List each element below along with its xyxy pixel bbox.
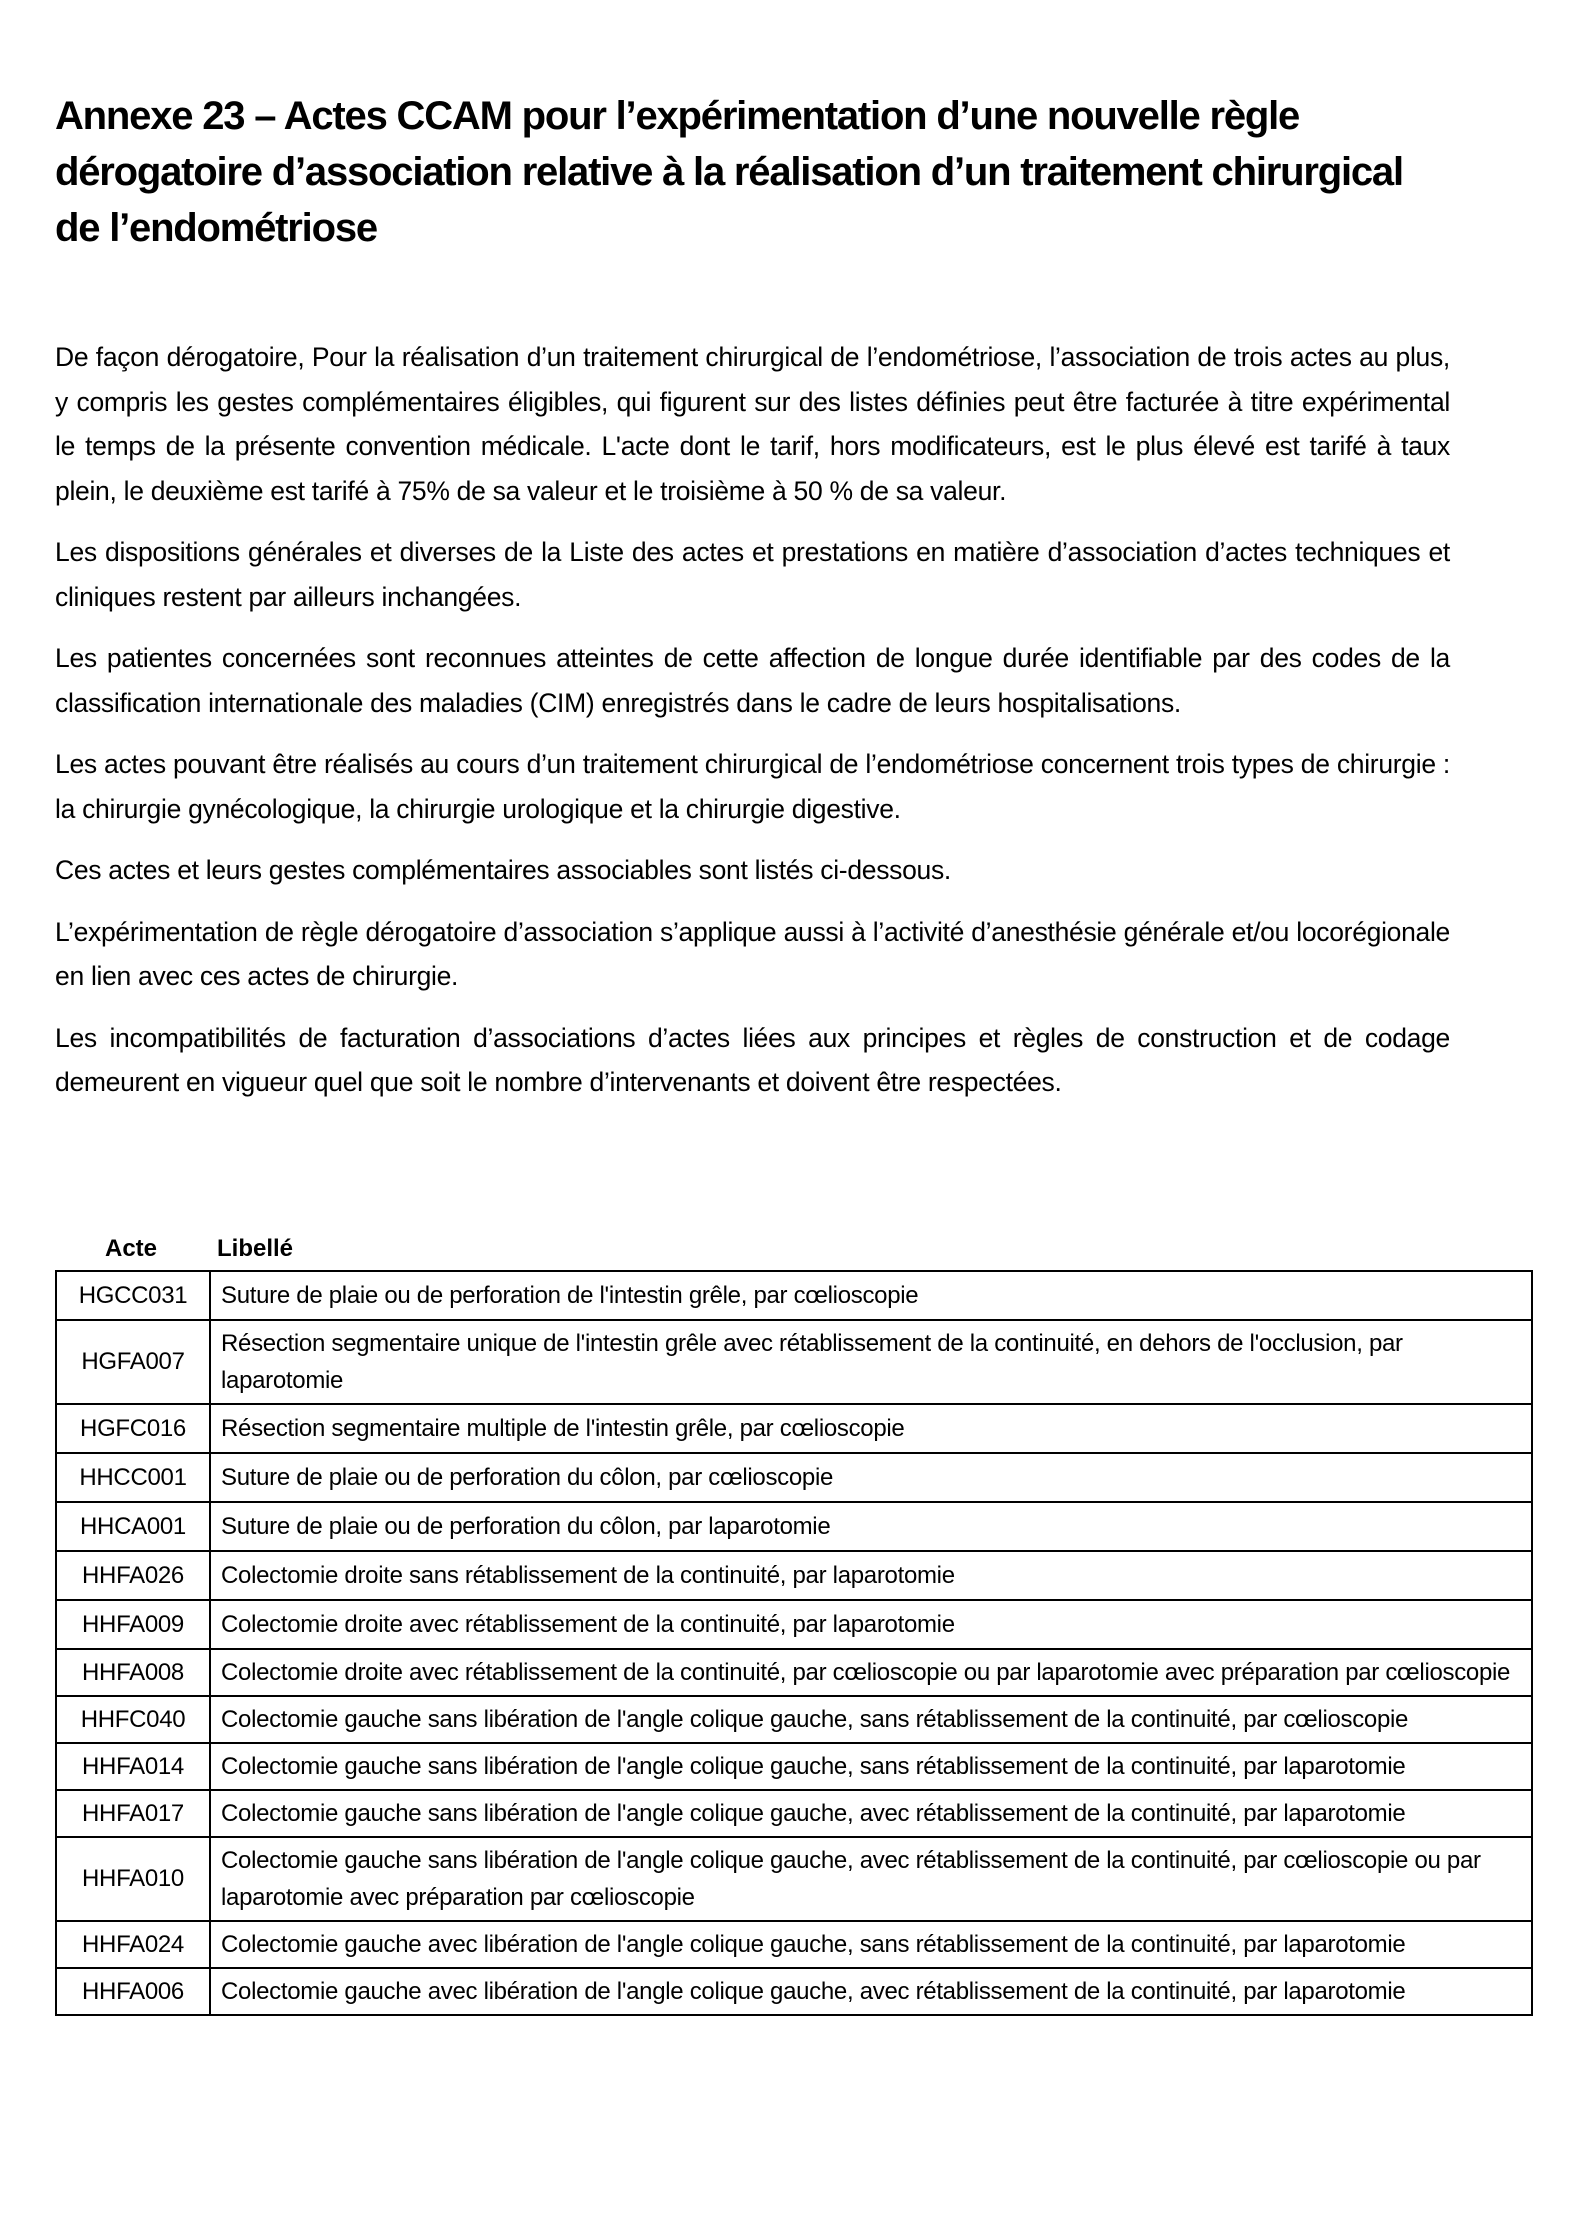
acte-code: HGCC031 xyxy=(56,1271,210,1320)
table-row xyxy=(56,1551,1532,1600)
paragraph: Les incompatibilités de facturation d’associations d’actes liées aux principes et règles de construction et de codage demeurent en vigueur quel que soit le nombre d’intervenants et doivent être respectées. xyxy=(55,1022,1450,1097)
acte-libelle: Colectomie gauche avec libération de l'angle colique gauche, sans rétablissement de la continuité, par laparotomie xyxy=(210,1921,1532,1968)
acte-libelle: Suture de plaie ou de perforation du côlon, par cœlioscopie xyxy=(210,1453,1532,1502)
table-row xyxy=(56,1453,1532,1502)
acte-libelle: Colectomie gauche sans libération de l'angle colique gauche, avec rétablissement de la continuité, par laparotomie xyxy=(210,1790,1532,1837)
table-row xyxy=(56,1968,1532,2015)
acte-code: HHCA001 xyxy=(56,1502,210,1551)
table-row xyxy=(56,1790,1532,1837)
acte-code: HHFA024 xyxy=(56,1921,210,1968)
acte-code: HHFC040 xyxy=(56,1696,210,1743)
acte-code: HHFA006 xyxy=(56,1968,210,2015)
acte-libelle: Colectomie gauche avec libération de l'angle colique gauche, avec rétablissement de la continuité, par laparotomie xyxy=(210,1968,1532,2015)
acte-libelle: Résection segmentaire unique de l'intestin grêle avec rétablissement de la continuité, en dehors de l'occlusion, par laparotomie xyxy=(210,1320,1532,1404)
acte-libelle: Colectomie droite avec rétablissement de la continuité, par cœlioscopie ou par laparotomie avec préparation par cœlioscopie xyxy=(210,1649,1532,1696)
document-body xyxy=(55,335,1450,1122)
table-row xyxy=(56,1404,1532,1453)
acte-code: HGFA007 xyxy=(56,1320,210,1404)
column-header-libelle: Libellé xyxy=(217,1235,294,1262)
table-row xyxy=(56,1600,1532,1649)
paragraph: Les actes pouvant être réalisés au cours d’un traitement chirurgical de l’endométriose concernent trois types de chirurgie : la chirurgie gynécologique, la chirurgie urologique et la chirurgie digestive. xyxy=(55,749,1450,824)
acte-code: HHFA017 xyxy=(56,1790,210,1837)
document-title: Annexe 23 – Actes CCAM pour l’expérimentation d’une nouvelle règle dérogatoire d’association relative à la réalisation d’un traitement chirurgical de l’endométriose xyxy=(55,94,1403,250)
acte-libelle: Suture de plaie ou de perforation du côlon, par laparotomie xyxy=(210,1502,1532,1551)
table-row xyxy=(56,1649,1532,1696)
acte-code: HHFA026 xyxy=(56,1551,210,1600)
acte-libelle: Colectomie droite sans rétablissement de la continuité, par laparotomie xyxy=(210,1551,1532,1600)
table-row xyxy=(56,1320,1532,1404)
table-row xyxy=(56,1502,1532,1551)
paragraph: L’expérimentation de règle dérogatoire d’association s’applique aussi à l’activité d’anesthésie générale et/ou locorégionale en lien avec ces actes de chirurgie. xyxy=(55,916,1450,991)
paragraph: Les dispositions générales et diverses de la Liste des actes et prestations en matière d’association d’actes techniques et cliniques restent par ailleurs inchangées. xyxy=(55,537,1450,612)
column-header-acte: Acte xyxy=(104,1235,158,1262)
paragraph: Les patientes concernées sont reconnues atteintes de cette affection de longue durée identifiable par des codes de la classification internationale des maladies (CIM) enregistrés dans le cadre de leurs hospitalisations. xyxy=(55,643,1450,718)
acte-code: HGFC016 xyxy=(56,1404,210,1453)
acte-libelle: Résection segmentaire multiple de l'intestin grêle, par cœlioscopie xyxy=(210,1404,1532,1453)
paragraph: De façon dérogatoire, Pour la réalisation d’un traitement chirurgical de l’endométriose, l’association de trois actes au plus, y compris les gestes complémentaires éligibles, qui figurent sur des listes définies peut être facturée à titre expérimental le temps de la présente convention médicale. L'acte dont le tarif, hors modificateurs, est le plus élevé est tarifé à taux plein, le deuxième est tarifé à 75% de sa valeur et le troisième à 50 % de sa valeur. xyxy=(55,342,1450,506)
acte-code: HHCC001 xyxy=(56,1453,210,1502)
table-row xyxy=(56,1921,1532,1968)
table-row xyxy=(56,1271,1532,1320)
table-row xyxy=(56,1743,1532,1790)
acte-libelle: Suture de plaie ou de perforation de l'intestin grêle, par cœlioscopie xyxy=(210,1271,1532,1320)
table-row xyxy=(56,1837,1532,1921)
acte-code: HHFA008 xyxy=(56,1649,210,1696)
table-header xyxy=(55,1228,1533,1270)
acte-code: HHFA014 xyxy=(56,1743,210,1790)
acte-libelle: Colectomie gauche sans libération de l'angle colique gauche, sans rétablissement de la continuité, par laparotomie xyxy=(210,1743,1532,1790)
acte-libelle: Colectomie gauche sans libération de l'angle colique gauche, sans rétablissement de la continuité, par cœlioscopie xyxy=(210,1696,1532,1743)
table-row xyxy=(56,1696,1532,1743)
acte-code: HHFA009 xyxy=(56,1600,210,1649)
acts-table xyxy=(55,1270,1533,2016)
acte-libelle: Colectomie droite avec rétablissement de la continuité, par laparotomie xyxy=(210,1600,1532,1649)
acte-libelle: Colectomie gauche sans libération de l'angle colique gauche, avec rétablissement de la continuité, par cœlioscopie ou par laparotomie avec préparation par cœlioscopie xyxy=(210,1837,1532,1921)
paragraph: Ces actes et leurs gestes complémentaires associables sont listés ci-dessous. xyxy=(55,855,951,885)
acte-code: HHFA010 xyxy=(56,1837,210,1921)
acts-table-section xyxy=(55,1228,1533,2016)
